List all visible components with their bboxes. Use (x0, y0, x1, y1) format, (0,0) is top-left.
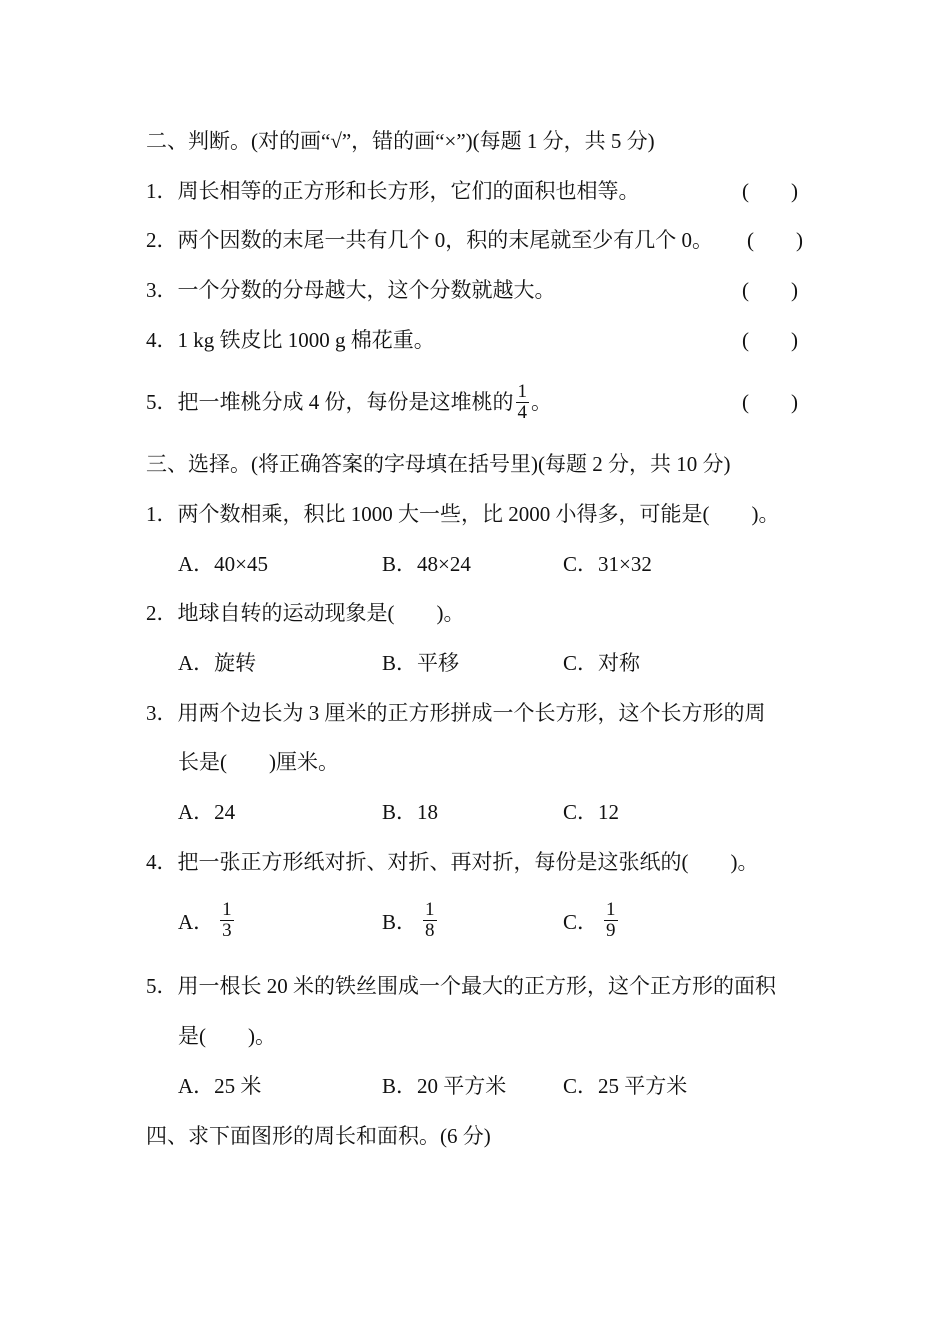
q4-option-c-label: C． (563, 909, 599, 934)
q4-option-b[interactable] (382, 900, 439, 941)
fraction-one-third (220, 900, 234, 941)
choice-q2: 2．地球自转的运动现象是( )。 (146, 601, 465, 625)
fraction-numerator: 1 (517, 380, 527, 402)
fraction-denominator: 4 (517, 401, 527, 423)
q4-option-a[interactable] (178, 900, 236, 941)
q5-option-c[interactable]: C．25 平方米 (563, 1074, 688, 1098)
q4-option-c[interactable] (563, 900, 620, 941)
answer-paren-2[interactable]: ( ) (747, 228, 803, 252)
fraction-one-ninth (604, 900, 618, 941)
q1-option-b[interactable]: B．48×24 (382, 552, 471, 576)
q5-option-b[interactable]: B．20 平方米 (382, 1074, 507, 1098)
q1-option-c[interactable]: C．31×32 (563, 552, 652, 576)
q3-option-c[interactable]: C．12 (563, 800, 620, 824)
choice-q3-continued: 长是( )厘米。 (178, 750, 339, 774)
fraction-denominator: 8 (425, 920, 435, 941)
fraction-one-quarter (516, 382, 530, 423)
choice-q5-continued: 是( )。 (178, 1024, 276, 1048)
answer-paren-3[interactable]: ( ) (742, 278, 798, 302)
q2-option-c[interactable]: C．对称 (563, 651, 641, 675)
choice-q4: 4．把一张正方形纸对折、对折、再对折，每份是这张纸的( )。 (146, 850, 759, 874)
fraction-denominator: 3 (222, 920, 232, 941)
q1-option-a[interactable]: A．40×45 (178, 552, 269, 576)
answer-paren-5[interactable]: ( ) (742, 390, 798, 414)
judge-item-2: 2．两个因数的末尾一共有几个 0，积的末尾就至少有几个 0。 (146, 228, 713, 252)
section3-heading: 三、选择。(将正确答案的字母填在括号里)(每题 2 分，共 10 分) (146, 452, 731, 476)
answer-paren-1[interactable]: ( ) (742, 179, 798, 203)
q3-option-a[interactable]: A．24 (178, 800, 236, 824)
judge-item-5-suffix: 。 (531, 390, 552, 414)
q2-option-b[interactable]: B．平移 (382, 651, 460, 675)
q3-option-b[interactable]: B．18 (382, 800, 439, 824)
q4-option-b-label: B． (382, 909, 418, 934)
judge-item-4: 4．1 kg 铁皮比 1000 g 棉花重。 (146, 328, 435, 352)
fraction-denominator: 9 (606, 920, 616, 941)
judge-item-5-text: 5．把一堆桃分成 4 份，每份是这堆桃的 (146, 390, 514, 414)
judge-item-5 (146, 380, 552, 424)
choice-q1: 1．两个数相乘，积比 1000 大一些，比 2000 小得多，可能是( )。 (146, 502, 780, 526)
q2-option-a[interactable]: A．旋转 (178, 651, 257, 675)
choice-q5: 5．用一根长 20 米的铁丝围成一个最大的正方形，这个正方形的面积 (146, 974, 776, 998)
section2-heading: 二、判断。(对的画“√”，错的画“×”)(每题 1 分，共 5 分) (146, 129, 655, 153)
q5-option-a[interactable]: A．25 米 (178, 1074, 262, 1098)
judge-item-3: 3．一个分数的分母越大，这个分数就越大。 (146, 278, 556, 302)
fraction-one-eighth (423, 900, 437, 941)
choice-q3: 3．用两个边长为 3 厘米的正方形拼成一个长方形，这个长方形的周 (146, 701, 766, 725)
fraction-numerator: 1 (606, 899, 616, 920)
judge-item-1: 1．周长相等的正方形和长方形，它们的面积也相等。 (146, 179, 640, 203)
q4-option-a-label: A． (178, 909, 215, 934)
fraction-numerator: 1 (425, 899, 435, 920)
fraction-numerator: 1 (222, 899, 232, 920)
answer-paren-4[interactable]: ( ) (742, 328, 798, 352)
section4-heading: 四、求下面图形的周长和面积。(6 分) (146, 1124, 491, 1148)
